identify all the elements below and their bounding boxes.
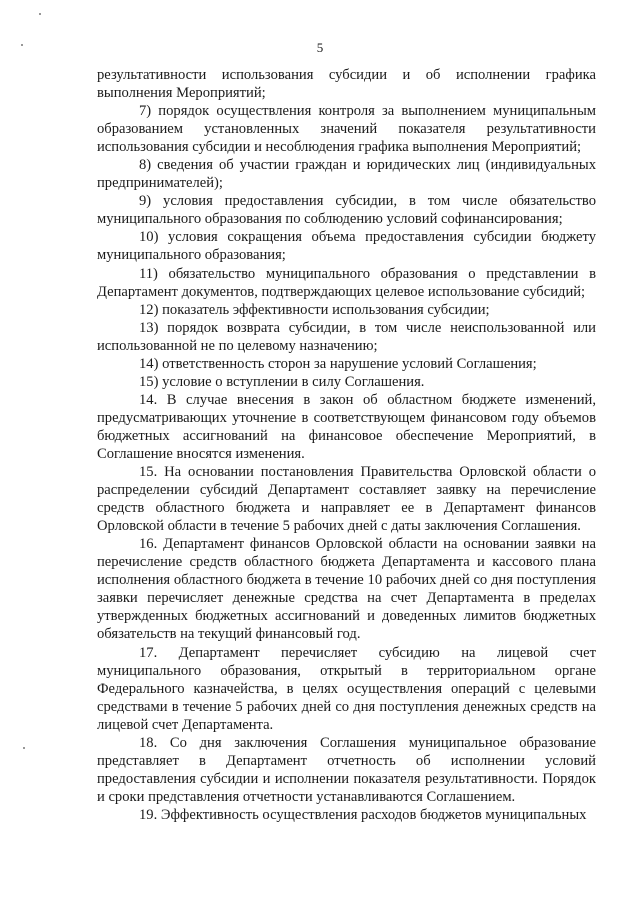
paragraph: 10) условия сокращения объема предоставления субсидии бюджету муниципального образования; [97, 229, 596, 264]
paragraph: 15) условие о вступлении в силу Соглашения. [139, 373, 425, 390]
paragraph: 12) показатель эффективности использования субсидии; [139, 301, 490, 318]
paragraph: 13) порядок возврата субсидии, в том числе неиспользованной или использованной не по целевому назначению; [97, 319, 596, 354]
paragraph: 9) условия предоставления субсидии, в том числе обязательство муниципального образования по соблюдению условий софинансирования; [97, 193, 596, 228]
page-number: 5 [316, 40, 324, 55]
paragraph: 17. Департамент перечисляет субсидию на лицевой счет муниципального образования, открытый в территориальном органе Федерального казначейства, в целях осуществления операций с целевыми средствами в течение 5 рабочих дней со дня поступления денежных средств на лицевой счет Департамента. [97, 644, 596, 733]
paragraph: 14) ответственность сторон за нарушение условий Соглашения; [139, 355, 537, 372]
paragraph: 19. Эффективность осуществления расходов бюджетов муниципальных [139, 806, 587, 823]
scan-speck [23, 747, 25, 749]
scan-speck [39, 13, 41, 15]
paragraph: 8) сведения об участии граждан и юридических лиц (индивидуальных предпринимателей); [97, 157, 596, 192]
paragraph: 7) порядок осуществления контроля за выполнением муниципальным образованием установленных значений показателя результативности использования субсидии и несоблюдения графика выполнения Мероприятий; [97, 103, 596, 156]
document-body [97, 66, 596, 824]
paragraph: 14. В случае внесения в закон об областном бюджете изменений, предусматривающих уточнение в соответствующем финансовом году объемов бюджетных ассигнований на финансовое обеспечение Мероприятий, в Соглашение вносятся изменения. [97, 391, 596, 462]
paragraph: 18. Со дня заключения Соглашения муниципальное образование представляет в Департамент отчетность об исполнении условий предоставления субсидии и исполнении показателя результативности. Порядок и сроки представления отчетности устанавливаются Соглашением. [97, 734, 596, 805]
paragraph: 15. На основании постановления Правительства Орловской области о распределении субсидий Департамент составляет заявку на перечисление средств областного бюджета и направляет ее в Департамент финансов Орловской области в течение 5 рабочих дней с даты заключения Соглашения. [97, 464, 596, 535]
paragraph-continuation: результативности использования субсидии и об исполнении графика выполнения Мероприятий; [97, 67, 596, 102]
paragraph: 16. Департамент финансов Орловской области на основании заявки на перечисление средств областного бюджета Департамента и кассового плана исполнения областного бюджета в течение 10 рабочих дней со дня поступления заявки перечисляет денежные средства на счет Департамента в пределах утвержденных бюджетных ассигнований и доведенных лимитов бюджетных обязательств на текущий финансовый год. [97, 536, 596, 643]
paragraph: 11) обязательство муниципального образования о представлении в Департамент документов, подтверждающих целевое использование субсидий; [97, 265, 596, 300]
